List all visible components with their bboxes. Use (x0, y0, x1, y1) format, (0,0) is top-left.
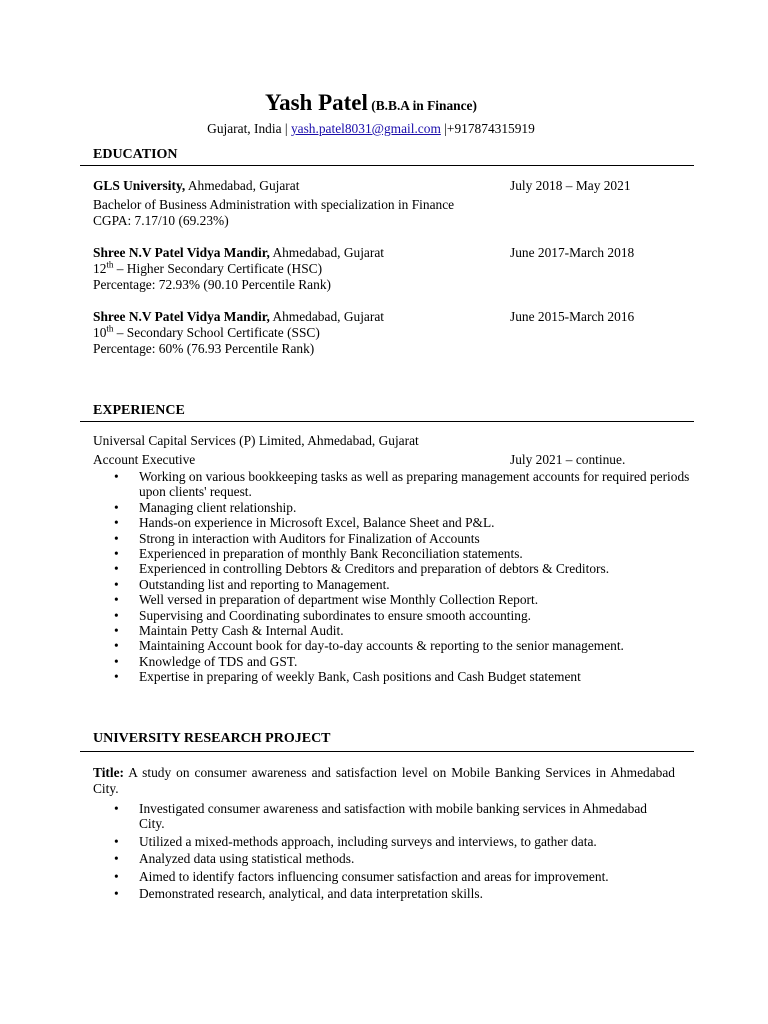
bullet-icon: • (114, 515, 119, 531)
bullet-icon: • (114, 669, 119, 685)
bullet-icon: • (114, 868, 119, 884)
education-entry-score: Percentage: 72.93% (90.10 Percentile Rank) (93, 277, 331, 292)
bullet-text: Working on various bookkeeping tasks as well as preparing management accounts for required periods upon clients' request. (139, 469, 690, 500)
resume-header (0, 90, 742, 116)
contact-line (0, 121, 742, 137)
list-item (93, 638, 693, 653)
email-link[interactable]: yash.patel8031@gmail.com (290, 121, 441, 136)
bullet-icon: • (114, 653, 119, 669)
bullet-text: Supervising and Coordinating subordinates to ensure smooth accounting. (139, 607, 531, 623)
grade-number: 12 (93, 261, 107, 276)
bullet-text: Hands-on experience in Microsoft Excel, Balance Sheet and P&L. (139, 515, 495, 531)
institution-place: Ahmedabad, Gujarat (187, 178, 300, 193)
bullet-icon: • (114, 530, 119, 546)
bullet-icon: • (114, 607, 119, 623)
list-item (93, 669, 693, 684)
candidate-name: Yash Patel (265, 90, 368, 115)
bullet-text: Maintaining Account book for day-to-day accounts & reporting to the senior management. (139, 638, 624, 654)
bullet-text: Experienced in controlling Debtors & Creditors and preparation of debtors & Creditors. (139, 561, 610, 577)
education-entry-detail (93, 261, 322, 277)
education-divider (80, 165, 694, 166)
list-item (93, 515, 693, 530)
education-entry-score: CGPA: 7.17/10 (69.23%) (93, 213, 229, 228)
experience-role: Account Executive (93, 452, 196, 467)
list-item (93, 623, 693, 638)
education-entry-institution (93, 245, 384, 261)
bullet-text: Experienced in preparation of monthly Bank Reconciliation statements. (139, 546, 523, 562)
separator: | (284, 121, 288, 136)
experience-company: Universal Capital Services (P) Limited, Ahmedabad, Gujarat (93, 433, 419, 448)
experience-dates: July 2021 – continue. (510, 452, 626, 467)
institution-name: GLS University, (93, 178, 186, 193)
list-item (93, 608, 693, 623)
list-item (93, 531, 693, 546)
list-item (93, 469, 693, 500)
institution-place: Ahmedabad, Gujarat (272, 245, 384, 260)
education-entry-detail: Bachelor of Business Administration with specialization in Finance (93, 197, 455, 212)
bullet-icon: • (114, 561, 119, 577)
experience-divider (80, 421, 694, 422)
separator: | (444, 121, 447, 136)
list-item (93, 834, 668, 849)
grade-suffix: th (106, 259, 114, 270)
research-project-title (93, 765, 675, 797)
list-item (93, 869, 668, 884)
education-heading: EDUCATION (93, 147, 178, 162)
bullet-text: Knowledge of TDS and GST. (139, 653, 298, 669)
education-entry-dates: July 2018 – May 2021 (510, 178, 631, 193)
bullet-text: Well versed in preparation of department wise Monthly Collection Report. (139, 592, 539, 608)
education-entry-institution (93, 178, 299, 194)
grade-suffix: th (106, 323, 114, 334)
experience-bullet-list (93, 469, 693, 685)
location-text: Gujarat, India (207, 121, 282, 136)
list-item (93, 561, 693, 576)
bullet-icon: • (114, 499, 119, 515)
education-entry-institution (93, 309, 384, 325)
bullet-text: Managing client relationship. (139, 499, 297, 515)
phone-number: +917874315919 (446, 121, 535, 136)
grade-number: 10 (93, 325, 107, 340)
certificate-name: – Secondary School Certificate (SSC) (116, 325, 320, 340)
bullet-icon: • (114, 851, 119, 867)
bullet-icon: • (114, 801, 119, 816)
bullet-icon: • (114, 623, 119, 639)
bullet-icon: • (114, 833, 119, 849)
institution-name: Shree N.V Patel Vidya Mandir, (93, 245, 270, 260)
list-item (93, 886, 668, 901)
candidate-degree: (B.B.A in Finance) (371, 98, 477, 113)
list-item (93, 801, 668, 832)
bullet-text: Outstanding list and reporting to Management. (139, 576, 390, 592)
certificate-name: – Higher Secondary Certificate (HSC) (116, 261, 323, 276)
project-title-text: A study on consumer awareness and satisfaction level on Mobile Banking Services in Ahmedabad City. (93, 765, 675, 796)
list-item (93, 500, 693, 515)
bullet-text: Analyzed data using statistical methods. (139, 851, 355, 867)
research-bullet-list (93, 801, 668, 901)
research-heading: UNIVERSITY RESEARCH PROJECT (93, 731, 331, 746)
institution-name: Shree N.V Patel Vidya Mandir, (93, 309, 270, 324)
list-item (93, 577, 693, 592)
list-item (93, 851, 668, 866)
education-entry-dates: June 2015-March 2016 (510, 309, 635, 324)
bullet-icon: • (114, 592, 119, 608)
list-item (93, 592, 693, 607)
bullet-icon: • (114, 469, 119, 484)
list-item (93, 546, 693, 561)
bullet-icon: • (114, 576, 119, 592)
project-title-label: Title: (93, 765, 124, 780)
bullet-icon: • (114, 638, 119, 654)
institution-place: Ahmedabad, Gujarat (272, 309, 384, 324)
bullet-text: Aimed to identify factors influencing consumer satisfaction and areas for improvement. (139, 868, 609, 884)
research-divider (80, 751, 694, 752)
bullet-text: Expertise in preparing of weekly Bank, Cash positions and Cash Budget statement (139, 669, 581, 685)
bullet-text: Maintain Petty Cash & Internal Audit. (139, 623, 344, 639)
education-entry-score: Percentage: 60% (76.93 Percentile Rank) (93, 341, 315, 356)
bullet-icon: • (114, 886, 119, 902)
experience-heading: EXPERIENCE (93, 403, 185, 418)
bullet-text: Demonstrated research, analytical, and data interpretation skills. (139, 886, 483, 902)
bullet-text: Investigated consumer awareness and satisfaction with mobile banking services in Ahmedabad City. (139, 801, 647, 832)
bullet-text: Utilized a mixed-methods approach, including surveys and interviews, to gather data. (139, 833, 597, 849)
bullet-icon: • (114, 546, 119, 562)
bullet-text: Strong in interaction with Auditors for Finalization of Accounts (139, 530, 480, 546)
education-entry-detail (93, 325, 320, 341)
list-item (93, 654, 693, 669)
education-entry-dates: June 2017-March 2018 (510, 245, 635, 260)
